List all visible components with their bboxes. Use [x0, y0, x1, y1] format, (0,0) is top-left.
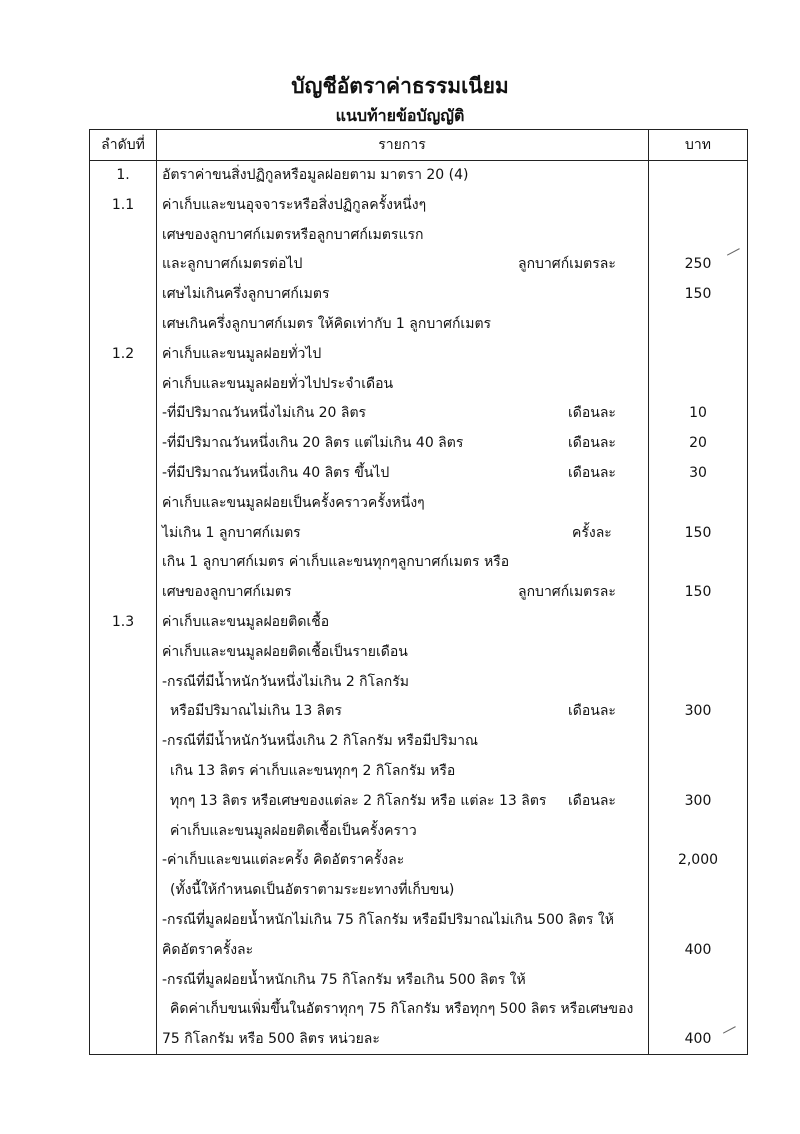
document-subtitle: แนบท้ายข้อบัญญัติ — [335, 106, 465, 125]
row-description: ค่าเก็บและขนมูลฝอยทั่วไป — [162, 345, 322, 362]
row-description: ค่าเก็บและขนมูลฝอยติดเชื้อเป็นครั้งคราว — [170, 822, 417, 839]
table-row — [90, 965, 749, 995]
table-row — [90, 428, 749, 458]
header-baht: บาท — [685, 137, 711, 153]
row-description: -กรณีที่มูลฝอยน้ำหนักเกิน 75 กิโลกรัม หรือเกิน 500 ลิตร ให้ — [162, 971, 526, 988]
row-unit: ลูกบาศก์เมตรละ — [518, 256, 616, 273]
table-row — [90, 309, 749, 339]
row-baht: 250 — [684, 256, 712, 273]
row-unit: เดือนละ — [568, 703, 616, 720]
table-row — [90, 786, 749, 816]
row-baht: 300 — [684, 703, 712, 720]
row-description: -ที่มีปริมาณวันหนึ่งไม่เกิน 20 ลิตร — [162, 405, 367, 422]
row-description: -กรณีที่มีน้ำหนักวันหนึ่งไม่เกิน 2 กิโลกรัม — [162, 673, 409, 690]
row-baht: 10 — [689, 405, 707, 422]
row-baht: 400 — [684, 941, 712, 958]
table-row — [90, 458, 749, 488]
table-row — [90, 1024, 749, 1054]
table-row — [90, 369, 749, 399]
row-description: -กรณีที่มูลฝอยน้ำหนักไม่เกิน 75 กิโลกรัม หรือมีปริมาณไม่เกิน 500 ลิตร ให้ — [162, 912, 614, 928]
table-row — [90, 249, 749, 279]
document-title: บัญชีอัตราค่าธรรมเนียม — [291, 74, 509, 98]
row-description: ค่าเก็บและขนมูลฝอยเป็นครั้งคราวครั้งหนึ่งๆ — [162, 494, 425, 511]
table-row — [90, 696, 749, 726]
table-row — [90, 518, 749, 548]
row-baht: 400 — [684, 1031, 712, 1048]
table-row — [90, 637, 749, 667]
table-row — [90, 905, 749, 935]
row-description: อัตราค่าขนสิ่งปฏิกูลหรือมูลฝอยตาม มาตรา 20 (4) — [162, 167, 469, 183]
table-row — [90, 279, 749, 309]
row-baht: 20 — [689, 435, 707, 452]
row-description: -กรณีที่มีน้ำหนักวันหนึ่งเกิน 2 กิโลกรัม หรือมีปริมาณ — [162, 733, 479, 750]
row-description: 75 กิโลกรัม หรือ 500 ลิตร หน่วยละ — [162, 1031, 380, 1048]
row-number: 1. — [116, 167, 130, 183]
row-description: เศษเกินครึ่งลูกบาศก์เมตร ให้คิดเท่ากับ 1 ลูกบาศก์เมตร — [162, 316, 492, 332]
row-baht: 150 — [684, 584, 712, 601]
row-description: ค่าเก็บและขนอุจจาระหรือสิ่งปฏิกูลครั้งหนึ่งๆ — [162, 196, 427, 213]
table-row — [90, 190, 749, 220]
row-description: ทุกๆ 13 ลิตร หรือเศษของแต่ละ 2 กิโลกรัม หรือ แต่ละ 13 ลิตร — [170, 792, 547, 809]
row-baht: 300 — [684, 792, 712, 809]
table-row — [90, 875, 749, 905]
table-row — [90, 756, 749, 786]
table-row — [90, 547, 749, 577]
row-description: -ค่าเก็บและขนแต่ละครั้ง คิดอัตราครั้งละ — [162, 852, 405, 869]
row-description: เศษของลูกบาศก์เมตร — [162, 584, 292, 601]
table-row — [90, 845, 749, 875]
table-row — [90, 726, 749, 756]
row-description: คิดค่าเก็บขนเพิ่มขึ้นในอัตราทุกๆ 75 กิโลกรัม หรือทุกๆ 500 ลิตร หรือเศษของ — [170, 1001, 634, 1018]
table-row — [90, 577, 749, 607]
table-row — [90, 398, 749, 428]
row-description: ไม่เกิน 1 ลูกบาศก์เมตร — [162, 524, 301, 541]
table-row — [90, 607, 749, 637]
row-description: ค่าเก็บและขนมูลฝอยติดเชื้อ — [162, 614, 330, 630]
row-description: (ทั้งนี้ให้กำหนดเป็นอัตราตามระยะทางที่เก็บขน) — [170, 882, 455, 899]
row-description: ค่าเก็บและขนมูลฝอยติดเชื้อเป็นรายเดือน — [162, 643, 408, 660]
row-baht: 2,000 — [677, 852, 719, 869]
row-number: 1.3 — [111, 614, 135, 630]
row-unit: ครั้งละ — [572, 524, 612, 541]
row-description: หรือมีปริมาณไม่เกิน 13 ลิตร — [170, 703, 342, 720]
row-unit: เดือนละ — [568, 405, 616, 422]
row-number: 1.1 — [111, 196, 135, 213]
row-description: เศษไม่เกินครึ่งลูกบาศก์เมตร — [162, 286, 330, 303]
table-row — [90, 339, 749, 369]
fee-table — [89, 129, 748, 1055]
row-unit: เดือนละ — [568, 435, 616, 452]
header-no: ลำดับที่ — [101, 137, 145, 153]
table-row — [90, 816, 749, 846]
row-description: ค่าเก็บและขนมูลฝอยทั่วไปประจำเดือน — [162, 375, 394, 392]
table-row — [90, 160, 749, 190]
row-number: 1.2 — [111, 345, 135, 362]
row-unit: เดือนละ — [568, 792, 616, 809]
header-desc: รายการ — [378, 137, 426, 153]
row-description: และลูกบาศก์เมตรต่อไป — [162, 256, 303, 273]
table-row — [90, 488, 749, 518]
row-description: -ที่มีปริมาณวันหนึ่งเกิน 20 ลิตร แต่ไม่เกิน 40 ลิตร — [162, 435, 464, 452]
row-baht: 30 — [689, 465, 707, 481]
row-description: คิดอัตราครั้งละ — [162, 941, 254, 958]
table-row — [90, 220, 749, 250]
table-row — [90, 994, 749, 1024]
row-description: เกิน 13 ลิตร ค่าเก็บและขนทุกๆ 2 กิโลกรัม หรือ — [170, 763, 456, 779]
row-description: -ที่มีปริมาณวันหนึ่งเกิน 40 ลิตร ขึ้นไป — [162, 465, 390, 481]
row-description: เศษของลูกบาศก์เมตรหรือลูกบาศก์เมตรแรก — [162, 226, 424, 243]
row-description: เกิน 1 ลูกบาศก์เมตร ค่าเก็บและขนทุกๆลูกบาศก์เมตร หรือ — [162, 554, 510, 571]
table-row — [90, 667, 749, 697]
row-unit: ลูกบาศก์เมตรละ — [518, 584, 616, 601]
row-baht: 150 — [684, 524, 712, 541]
row-baht: 150 — [684, 286, 712, 303]
table-row — [90, 935, 749, 965]
row-unit: เดือนละ — [568, 465, 616, 481]
